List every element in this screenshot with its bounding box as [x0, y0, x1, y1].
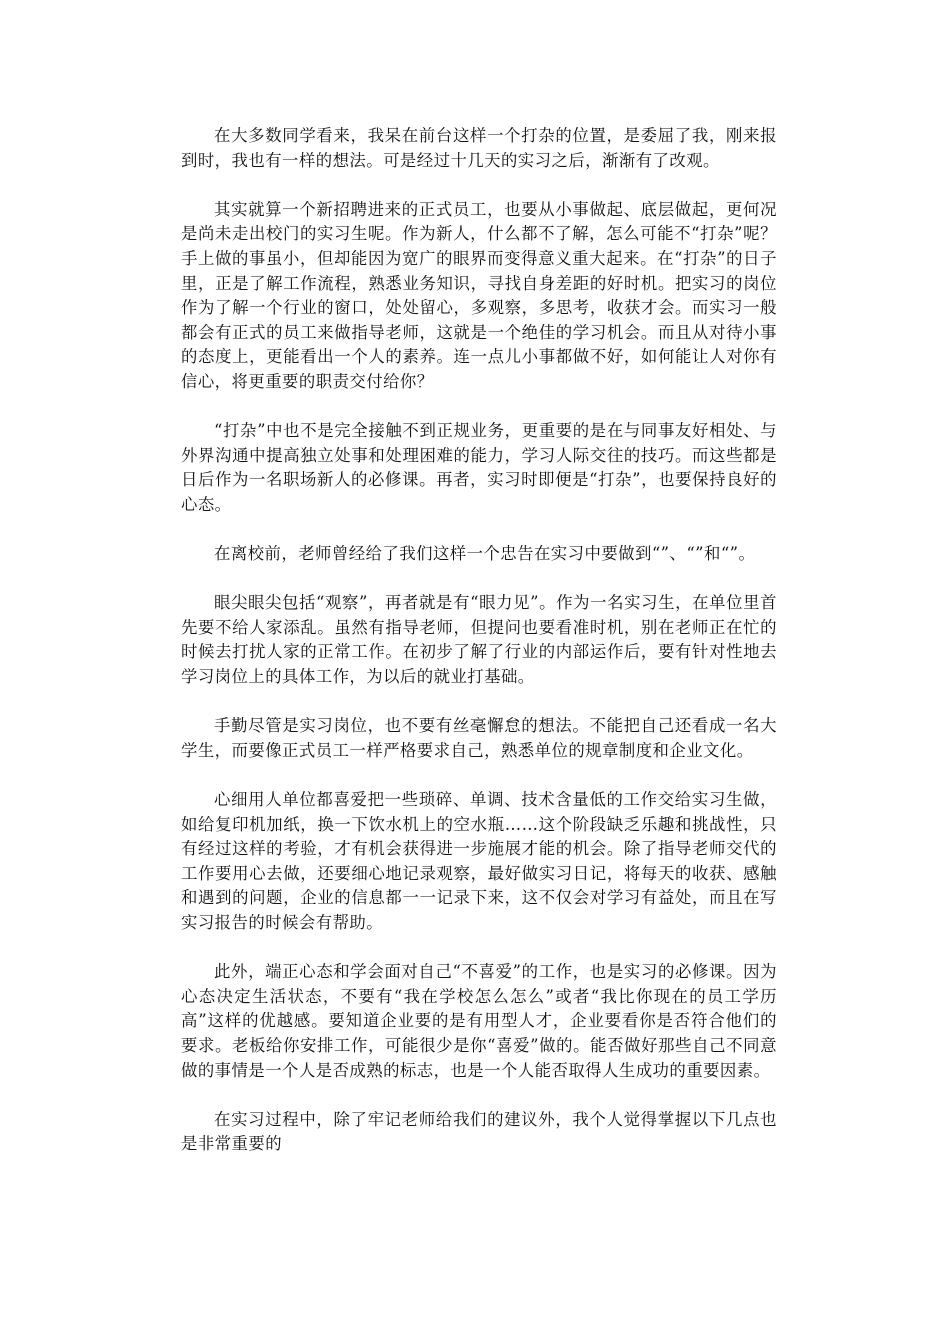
paragraph-8: 此外，端正心态和学会面对自己“不喜爱”的工作，也是实习的必修课。因为心态决定生活状态，不要有“我在学校怎么怎么”或者“我比你现在的员工学历高”这样的优越感。要知道企业要的是有用型人才，企业要看你是否符合他们的要求。老板给你安排工作，可能很少是你“喜爱”做的。能否做好那些自己不同意做的事情是一个人是否成熟的标志，也是一个人能否取得人生成功的重要因素。: [181, 962, 777, 1080]
paragraph-7: 心细用人单位都喜爱把一些琐碎、单调、技术含量低的工作交给实习生做，如给复印机加纸，换一下饮水机上的空水瓶……这个阶段缺乏乐趣和挑战性，只有经过这样的考验，才有机会获得进一步施展才能的机会。除了指导老师交代的工作要用心去做，还要细心地记录观察，最好做实习日记，将每天的收获、感触和遇到的问题，企业的信息都一一记录下来，这不仅会对学习有益处，而且在写实习报告的时候会有帮助。: [181, 790, 777, 932]
paragraph-1: 在大多数同学看来，我呆在前台这样一个打杂的位置，是委屈了我，刚来报到时，我也有一样的想法。可是经过十几天的实习之后，渐渐有了改观。: [181, 126, 777, 170]
paragraph-3: “打杂”中也不是完全接触不到正规业务，更重要的是在与同事友好相处、与外界沟通中提高独立处事和处理困难的能力，学习人际交往的技巧。而这些都是日后作为一名职场新人的必修课。再者，实习时即便是“打杂”，也要保持良好的心态。: [181, 421, 777, 514]
paragraph-9: 在实习过程中，除了牢记老师给我们的建议外，我个人觉得掌握以下几点也是非常重要的: [181, 1109, 777, 1154]
paragraph-6: 手勤尽管是实习岗位，也不要有丝毫懈怠的想法。不能把自己还看成一名大学生，而要像正式员工一样严格要求自己，熟悉单位的规章制度和企业文化。: [181, 716, 777, 760]
paragraph-2: 其实就算一个新招聘进来的正式员工，也要从小事做起、底层做起，更何况是尚未走出校门的实习生呢。作为新人，什么都不了解，怎么可能不“打杂”呢？手上做的事虽小，但却能因为宽广的眼界而变得意义重大起来。在“打杂”的日子里，正是了解工作流程，熟悉业务知识，寻找自身差距的好时机。把实习的岗位作为了解一个行业的窗口，处处留心，多观察，多思考，收获才会。而实习一般都会有正式的员工来做指导老师，这就是一个绝佳的学习机会。而且从对待小事的态度上，更能看出一个人的素养。连一点儿小事都做不好，如何能让人对你有信心，将更重要的职责交付给你？: [181, 199, 777, 391]
document-body: [181, 124, 777, 1182]
paragraph-5: 眼尖眼尖包括“观察”，再者就是有“眼力见”。作为一名实习生，在单位里首先要不给人家添乱。虽然有指导老师，但提问也要看准时机，别在老师正在忙的时候去打扰人家的正常工作。在初步了解了行业的内部运作后，要有针对性地去学习岗位上的具体工作，为以后的就业打基础。: [181, 593, 777, 687]
paragraph-4: 在离校前，老师曾经给了我们这样一个忠告在实习中要做到“”、“”和“”。: [214, 544, 756, 564]
